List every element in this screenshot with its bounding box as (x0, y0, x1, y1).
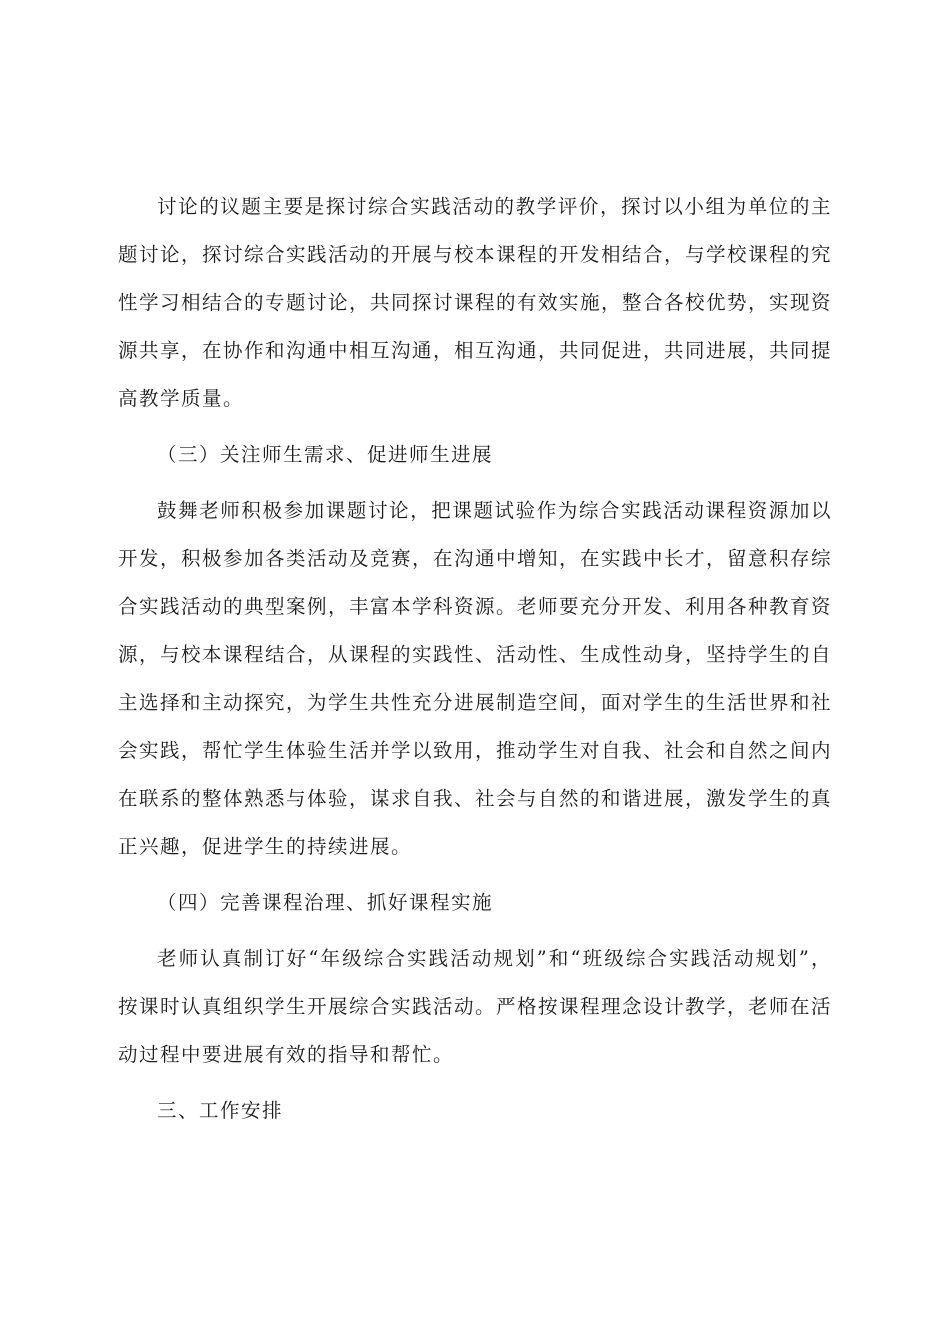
section-heading-4: （四）完善课程治理、抓好课程实施 (157, 891, 494, 914)
section-heading-work-arrangement: 三、工作安排 (157, 1099, 284, 1122)
paragraph-discussion-topics: 讨论的议题主要是探讨综合实践活动的教学评价，探讨以小组为单位的主题讨论，探讨综合实践活动的开展与校本课程的开发相结合，与学校课程的究性学习相结合的专题讨论，共同探讨课程的有效实施，整合各校优势，实现资源共享，在协作和沟通中相互沟通，相互沟通，共同促进，共同进展，共同提高教学质量。 (118, 195, 833, 410)
section-heading-3: （三）关注师生需求、促进师生进展 (157, 443, 494, 466)
paragraph-course-planning: 老师认真制订好“年级综合实践活动规划”和“班级综合实践活动规划”，按课时认真组织学生开展综合实践活动。严格按课程理念设计教学，老师在活动过程中要进展有效的指导和帮忙。 (118, 947, 833, 1066)
document-body (118, 183, 832, 1143)
paragraph-teacher-research: 鼓舞老师积极参加课题讨论，把课题试验作为综合实践活动课程资源加以开发，积极参加各类活动及竞赛，在沟通中增知，在实践中长才，留意积存综合实践活动的典型案例，丰富本学科资源。老师要充分开发、利用各种教育资源，与校本课程结合，从课程的实践性、活动性、生成性动身，坚持学生的自主选择和主动探究，为学生共性充分进展制造空间，面对学生的生活世界和社会实践，帮忙学生体验生活并学以致用，推动学生对自我、社会和自然之间内在联系的整体熟悉与体验，谋求自我、社会与自然的和谐进展，激发学生的真正兴趣，促进学生的持续进展。 (118, 499, 833, 858)
